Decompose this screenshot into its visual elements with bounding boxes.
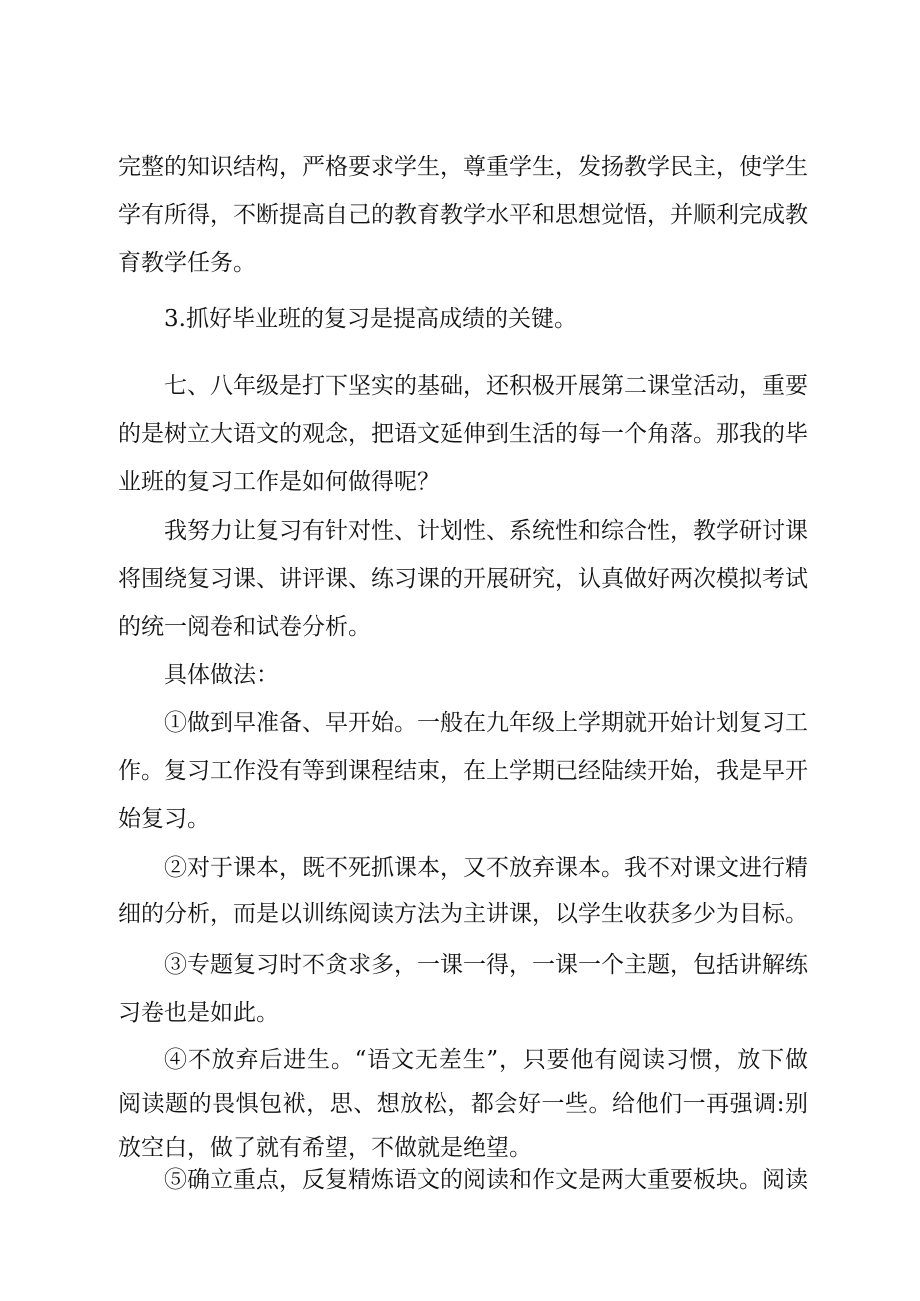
paragraph-review-goals: 我努力让复习有针对性、计划性、系统性和综合性，教学研讨课将围绕复习课、讲评课、练习课的开展研究，认真做好两次模拟考试的统一阅卷和试卷分析。: [118, 518, 808, 640]
paragraph-method-1: ①做到早准备、早开始。一般在九年级上学期就开始计划复习工作。复习工作没有等到课程结束，在上学期已经陆续开始，我是早开始复习。: [118, 710, 808, 832]
paragraph-method-2: ②对于课本，既不死抓课本，又不放弃课本。我不对课文进行精细的分析，而是以训练阅读方法为主讲课，以学生收获多少为目标。: [118, 855, 808, 927]
paragraph-method-3: ③专题复习时不贪求多，一课一得，一课一个主题，包括讲解练习卷也是如此。: [118, 952, 808, 1026]
paragraph-methods-heading: 具体做法：: [164, 662, 279, 688]
paragraph-section-3-heading: 3.抓好毕业班的复习是提高成绩的关键。: [164, 306, 577, 332]
paragraph-method-4: ④不放弃后进生。“语文无差生”，只要他有阅读习惯，放下做阅读题的畏惧包袱，思、想放松，都会好一些。给他们一再强调:别放空白，做了就有希望，不做就是绝望。: [118, 1047, 808, 1161]
paragraph-continued: 完整的知识结构，严格要求学生，尊重学生，发扬教学民主，使学生学有所得，不断提高自己的教育教学水平和思想觉悟，并顺利完成教育教学任务。: [118, 154, 808, 276]
paragraph-method-5: ⑤确立重点，反复精炼语文的阅读和作文是两大重要板块。阅读: [164, 1167, 808, 1193]
paragraph-grades-seven-eight: 七、八年级是打下坚实的基础，还积极开展第二课堂活动，重要的是树立大语文的观念，把语文延伸到生活的每一个角落。那我的毕业班的复习工作是如何做得呢？: [118, 373, 808, 495]
